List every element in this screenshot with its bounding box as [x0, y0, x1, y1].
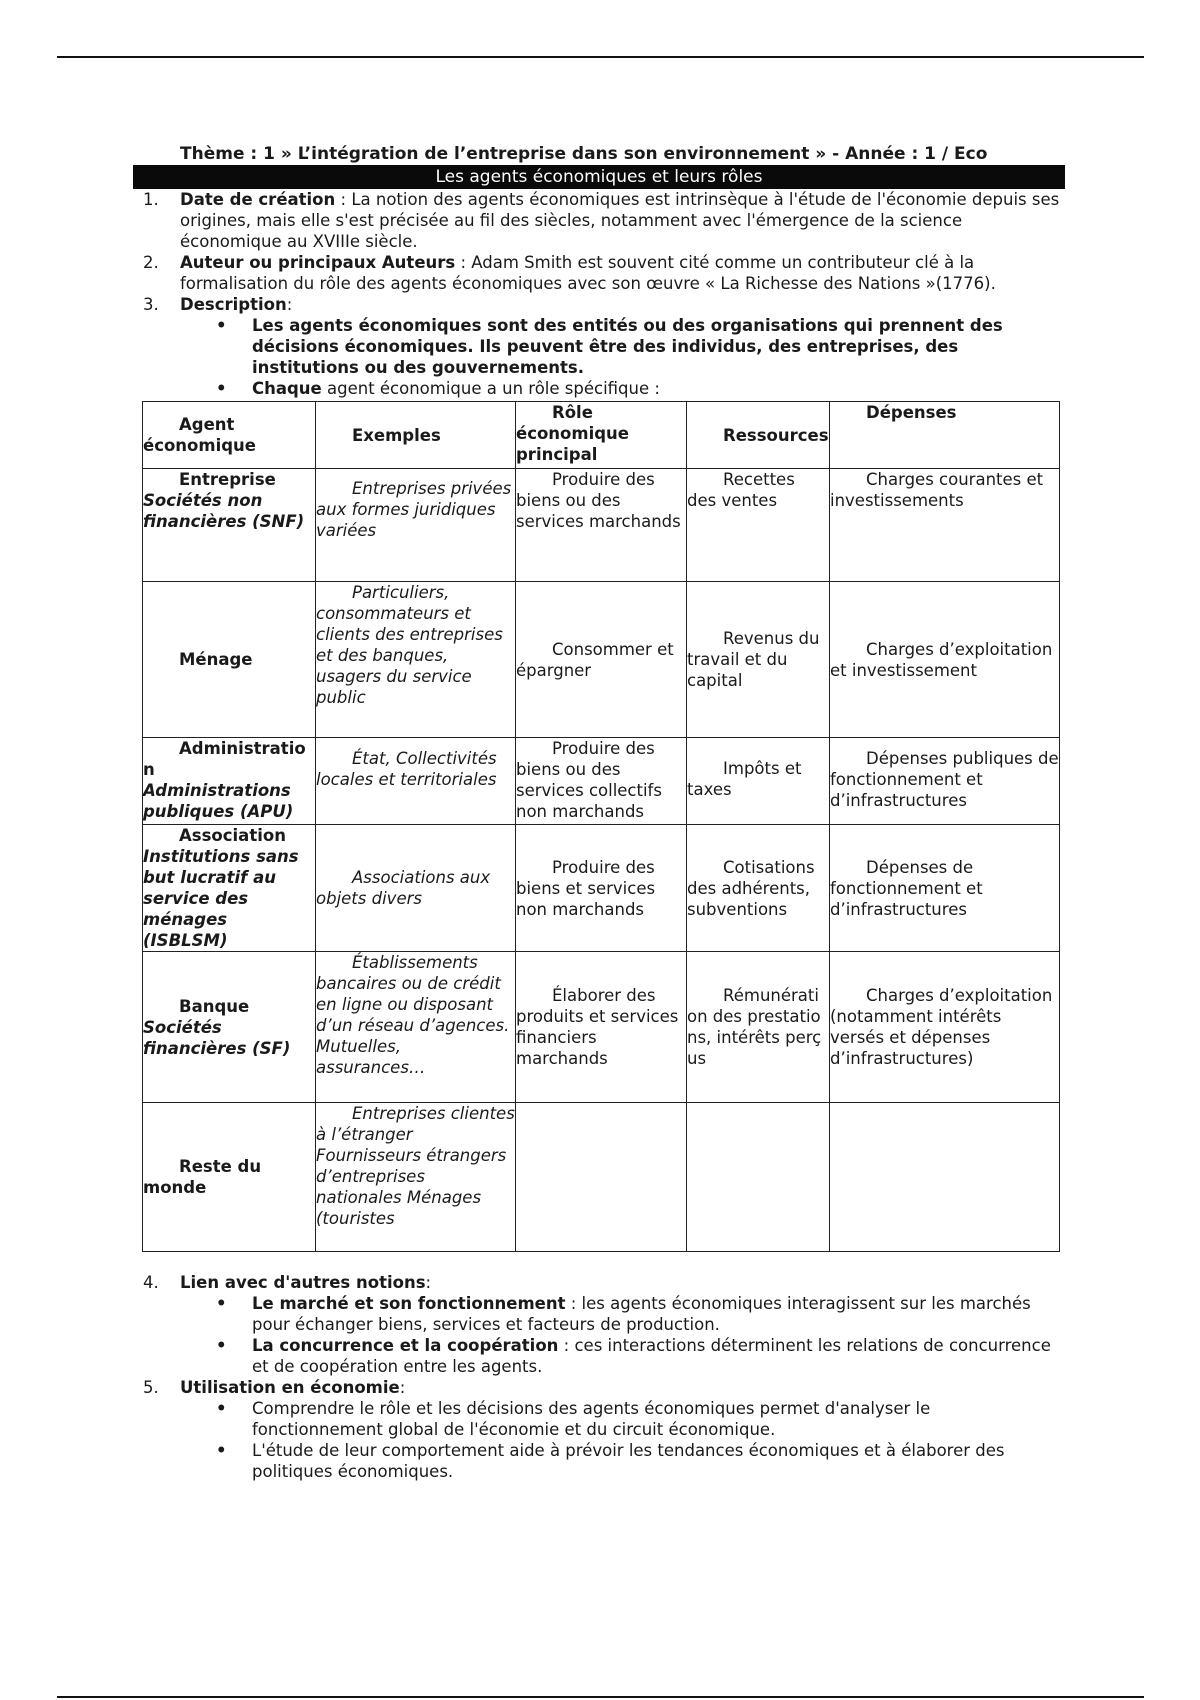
- bullet-bold: Chaque: [252, 379, 322, 398]
- item-number: 3.: [143, 295, 159, 314]
- examples-cell: [316, 469, 516, 582]
- description-bullets: [180, 315, 1062, 399]
- bullet-bold: Le marché et son fonctionnement: [252, 1294, 566, 1313]
- examples-text: Entreprises clientes à l’étranger Fournisseurs étrangers d’entreprises nationales Ménages (touristes: [316, 1104, 515, 1228]
- resources-cell: [687, 582, 830, 738]
- item-number: 5.: [143, 1378, 159, 1397]
- main-list: [134, 189, 1062, 399]
- role-cell: [516, 469, 687, 582]
- list-item-4: [134, 1272, 1062, 1377]
- bullet-text: agent économique a un rôle spécifique :: [321, 379, 660, 398]
- bullet-text: Comprendre le rôle et les décisions des agents économiques permet d'analyser le fonctionnement global de l'économie et du circuit économique.: [252, 1399, 931, 1439]
- main-list-continued: [134, 1272, 1062, 1482]
- bullet-item: [216, 378, 1062, 399]
- item-label: Auteur ou principaux Auteurs: [180, 253, 456, 272]
- expenses-text: Charges courantes et investissements: [830, 470, 1044, 510]
- agent-cell: [143, 738, 316, 825]
- bullet-icon: •: [216, 1336, 227, 1355]
- table-header-row: [143, 402, 1060, 469]
- bullet-text: : les agents économiques interagissent sur les marchés pour échanger biens, services et facteurs de production.: [252, 1294, 1031, 1334]
- usage-bullets: [180, 1398, 1062, 1482]
- table-row: [143, 582, 1060, 738]
- agent-sub: Sociétés non financières (SNF): [143, 491, 305, 531]
- bullet-bold: Les agents économiques sont des entités ou des organisations qui prennent des décisions économiques. Ils peuvent être des individus, des entreprises, des institutions ou des gouvernements.: [252, 316, 1003, 377]
- item-text: :: [425, 1273, 432, 1292]
- expenses-cell: [830, 469, 1060, 582]
- top-rule: [57, 56, 1144, 58]
- role-text: Produire des biens ou des services collectifs non marchands: [516, 739, 662, 821]
- examples-cell: [316, 582, 516, 738]
- examples-text: Particuliers, consommateurs et clients des entreprises et des banques, usagers du service public: [316, 583, 503, 707]
- resources-cell: [687, 1103, 830, 1252]
- agent-name: Reste du monde: [143, 1157, 262, 1197]
- expenses-cell: [830, 952, 1060, 1103]
- item-label: Lien avec d'autres notions: [180, 1273, 426, 1292]
- expenses-cell: [830, 582, 1060, 738]
- resources-cell: [687, 952, 830, 1103]
- bullet-text: : ces interactions déterminent les relations de concurrence et de coopération entre les agents.: [252, 1336, 1051, 1376]
- table-row: [143, 952, 1060, 1103]
- table-row: [143, 825, 1060, 952]
- agent-cell: [143, 1103, 316, 1252]
- list-item-2: [134, 252, 1062, 294]
- resources-cell: [687, 738, 830, 825]
- agent-cell: [143, 825, 316, 952]
- table-row: [143, 469, 1060, 582]
- examples-cell: [316, 738, 516, 825]
- item-label: Date de création: [180, 190, 336, 209]
- link-bullets: [180, 1293, 1062, 1377]
- role-cell: [516, 1103, 687, 1252]
- item-text: : La notion des agents économiques est intrinsèque à l'étude de l'économie depuis ses origines, mais elle s'est précisée au fil des siècles, notamment avec l'émergence de la science économique au XVIIIe siècle.: [180, 190, 1060, 251]
- agent-cell: [143, 582, 316, 738]
- bullet-item: [216, 1293, 1062, 1335]
- resources-text: Revenus du travail et du capital: [687, 629, 820, 690]
- examples-cell: [316, 952, 516, 1103]
- bullet-item: [216, 315, 1062, 378]
- list-item-1: [134, 189, 1062, 252]
- agent-name: Ménage: [179, 650, 253, 669]
- title-bar: Les agents économiques et leurs rôles: [133, 165, 1065, 189]
- examples-cell: [316, 1103, 516, 1252]
- agent-name: Banque: [179, 996, 250, 1016]
- header-cell: Dépenses: [830, 402, 1060, 469]
- role-text: Consommer et épargner: [516, 639, 674, 680]
- role-cell: [516, 582, 687, 738]
- agent-name: Administration: [143, 739, 306, 779]
- resources-text: Rémunération des prestations, intérêts perçus: [687, 986, 822, 1068]
- item-text: :: [286, 295, 293, 314]
- resources-text: Recettes des ventes: [687, 470, 795, 510]
- expenses-text: Dépenses de fonctionnement et d’infrastructures: [830, 857, 983, 919]
- header-cell: Rôle économique principal: [516, 402, 687, 469]
- item-text: : Adam Smith est souvent cité comme un contributeur clé à la formalisation du rôle des agents économiques avec son œuvre « La Richesse des Nations »(1776).: [180, 253, 996, 293]
- item-number: 4.: [143, 1273, 159, 1292]
- bullet-icon: •: [216, 1441, 227, 1460]
- agent-sub: Sociétés financières (SF): [143, 1017, 291, 1058]
- agent-cell: [143, 469, 316, 582]
- role-cell: [516, 825, 687, 952]
- expenses-text: Dépenses publiques de fonctionnement et d’infrastructures: [830, 749, 1059, 810]
- table-row: [143, 1103, 1060, 1252]
- bullet-item: [216, 1335, 1062, 1377]
- agent-cell: [143, 952, 316, 1103]
- item-label: Utilisation en économie: [180, 1378, 400, 1397]
- resources-text: Impôts et taxes: [687, 759, 802, 799]
- bullet-bold: La concurrence et la coopération: [252, 1336, 559, 1355]
- bullet-item: [216, 1398, 1062, 1440]
- agent-sub: Administrations publiques (APU): [143, 781, 294, 821]
- resources-cell: [687, 469, 830, 582]
- agent-name: Entreprise: [179, 470, 276, 489]
- bullet-item: [216, 1440, 1062, 1482]
- expenses-cell: [830, 1103, 1060, 1252]
- examples-text: État, Collectivités locales et territoriales: [316, 749, 497, 789]
- expenses-text: Charges d’exploitation et investissement: [830, 639, 1053, 680]
- resources-text: Cotisations des adhérents, subventions: [687, 857, 815, 919]
- role-cell: [516, 738, 687, 825]
- examples-text: Entreprises privées aux formes juridiques variées: [316, 479, 512, 540]
- document-body: [134, 143, 1062, 1482]
- agent-sub: Institutions sans but lucratif au service des ménages (ISBLSM): [143, 847, 299, 950]
- agent-name: Association: [179, 826, 286, 845]
- item-label: Description: [180, 295, 287, 314]
- header-cell: Ressources: [687, 402, 830, 469]
- item-number: 1.: [143, 190, 159, 209]
- role-text: Produire des biens et services non marchands: [516, 857, 656, 919]
- bullet-icon: •: [216, 1399, 227, 1418]
- bullet-icon: •: [216, 1294, 227, 1313]
- bullet-text: L'étude de leur comportement aide à prévoir les tendances économiques et à élaborer des politiques économiques.: [252, 1441, 1005, 1481]
- expenses-text: Charges d’exploitation (notamment intérêts versés et dépenses d’infrastructures): [830, 986, 1053, 1068]
- item-text: :: [399, 1378, 406, 1397]
- list-item-3: [134, 294, 1062, 399]
- bullet-icon: •: [216, 316, 227, 335]
- resources-cell: [687, 825, 830, 952]
- examples-cell: [316, 825, 516, 952]
- role-cell: [516, 952, 687, 1103]
- expenses-cell: [830, 738, 1060, 825]
- expenses-cell: [830, 825, 1060, 952]
- bullet-icon: •: [216, 379, 227, 398]
- header-cell: Exemples: [316, 402, 516, 469]
- role-text: Produire des biens ou des services marchands: [516, 470, 681, 531]
- header-cell: Agent économique: [143, 402, 316, 469]
- bottom-rule: [57, 1696, 1144, 1698]
- examples-text: Établissements bancaires ou de crédit en ligne ou disposant d’un réseau d’agences. Mutuelles, assurances…: [316, 953, 510, 1077]
- role-text: Élaborer des produits et services financiers marchands: [516, 986, 679, 1068]
- agents-table: [142, 401, 1060, 1252]
- examples-text: Associations aux objets divers: [316, 868, 491, 908]
- table-row: [143, 738, 1060, 825]
- item-number: 2.: [143, 253, 159, 272]
- list-item-5: [134, 1377, 1062, 1482]
- theme-header: Thème : 1 » L’intégration de l’entreprise dans son environnement » - Année : 1 / Eco: [180, 144, 988, 164]
